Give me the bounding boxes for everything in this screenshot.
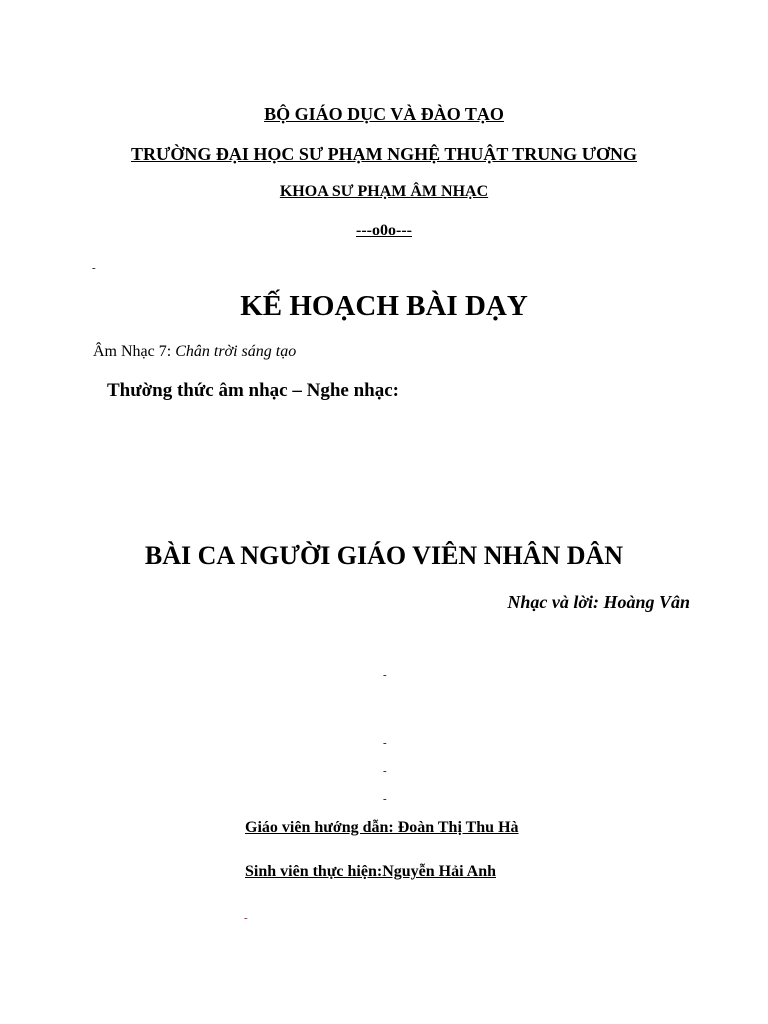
document-title: KẾ HOẠCH BÀI DẠY: [240, 290, 528, 322]
stray-mark: -: [383, 793, 387, 805]
stray-mark: -: [244, 912, 248, 924]
stray-mark: -: [383, 765, 387, 777]
student-credit: Sinh viên thực hiện:Nguyễn Hải Anh: [245, 863, 496, 880]
supervisor-credit: Giáo viên hướng dẫn: Đoàn Thị Thu Hà: [245, 819, 519, 836]
stray-mark: -: [383, 669, 387, 681]
stray-mark: -: [383, 737, 387, 749]
textbook-name: Chân trời sáng tạo: [175, 343, 297, 360]
subject-line: [93, 342, 296, 362]
header-ornament: ---o0o---: [356, 222, 412, 239]
university-heading: TRƯỜNG ĐẠI HỌC SƯ PHẠM NGHỆ THUẬT TRUNG ƯƠNG: [130, 144, 638, 164]
subject-label: Âm Nhạc 7:: [93, 343, 176, 360]
song-credit: Nhạc và lời: Hoàng Vân: [507, 592, 690, 612]
faculty-heading: KHOA SƯ PHẠM ÂM NHẠC: [279, 183, 489, 200]
ministry-heading: BỘ GIÁO DỤC VÀ ĐÀO TẠO: [264, 104, 504, 124]
section-heading: Thường thức âm nhạc – Nghe nhạc:: [107, 380, 399, 401]
stray-mark: -: [92, 262, 96, 274]
song-title: BÀI CA NGƯỜI GIÁO VIÊN NHÂN DÂN: [144, 541, 624, 570]
